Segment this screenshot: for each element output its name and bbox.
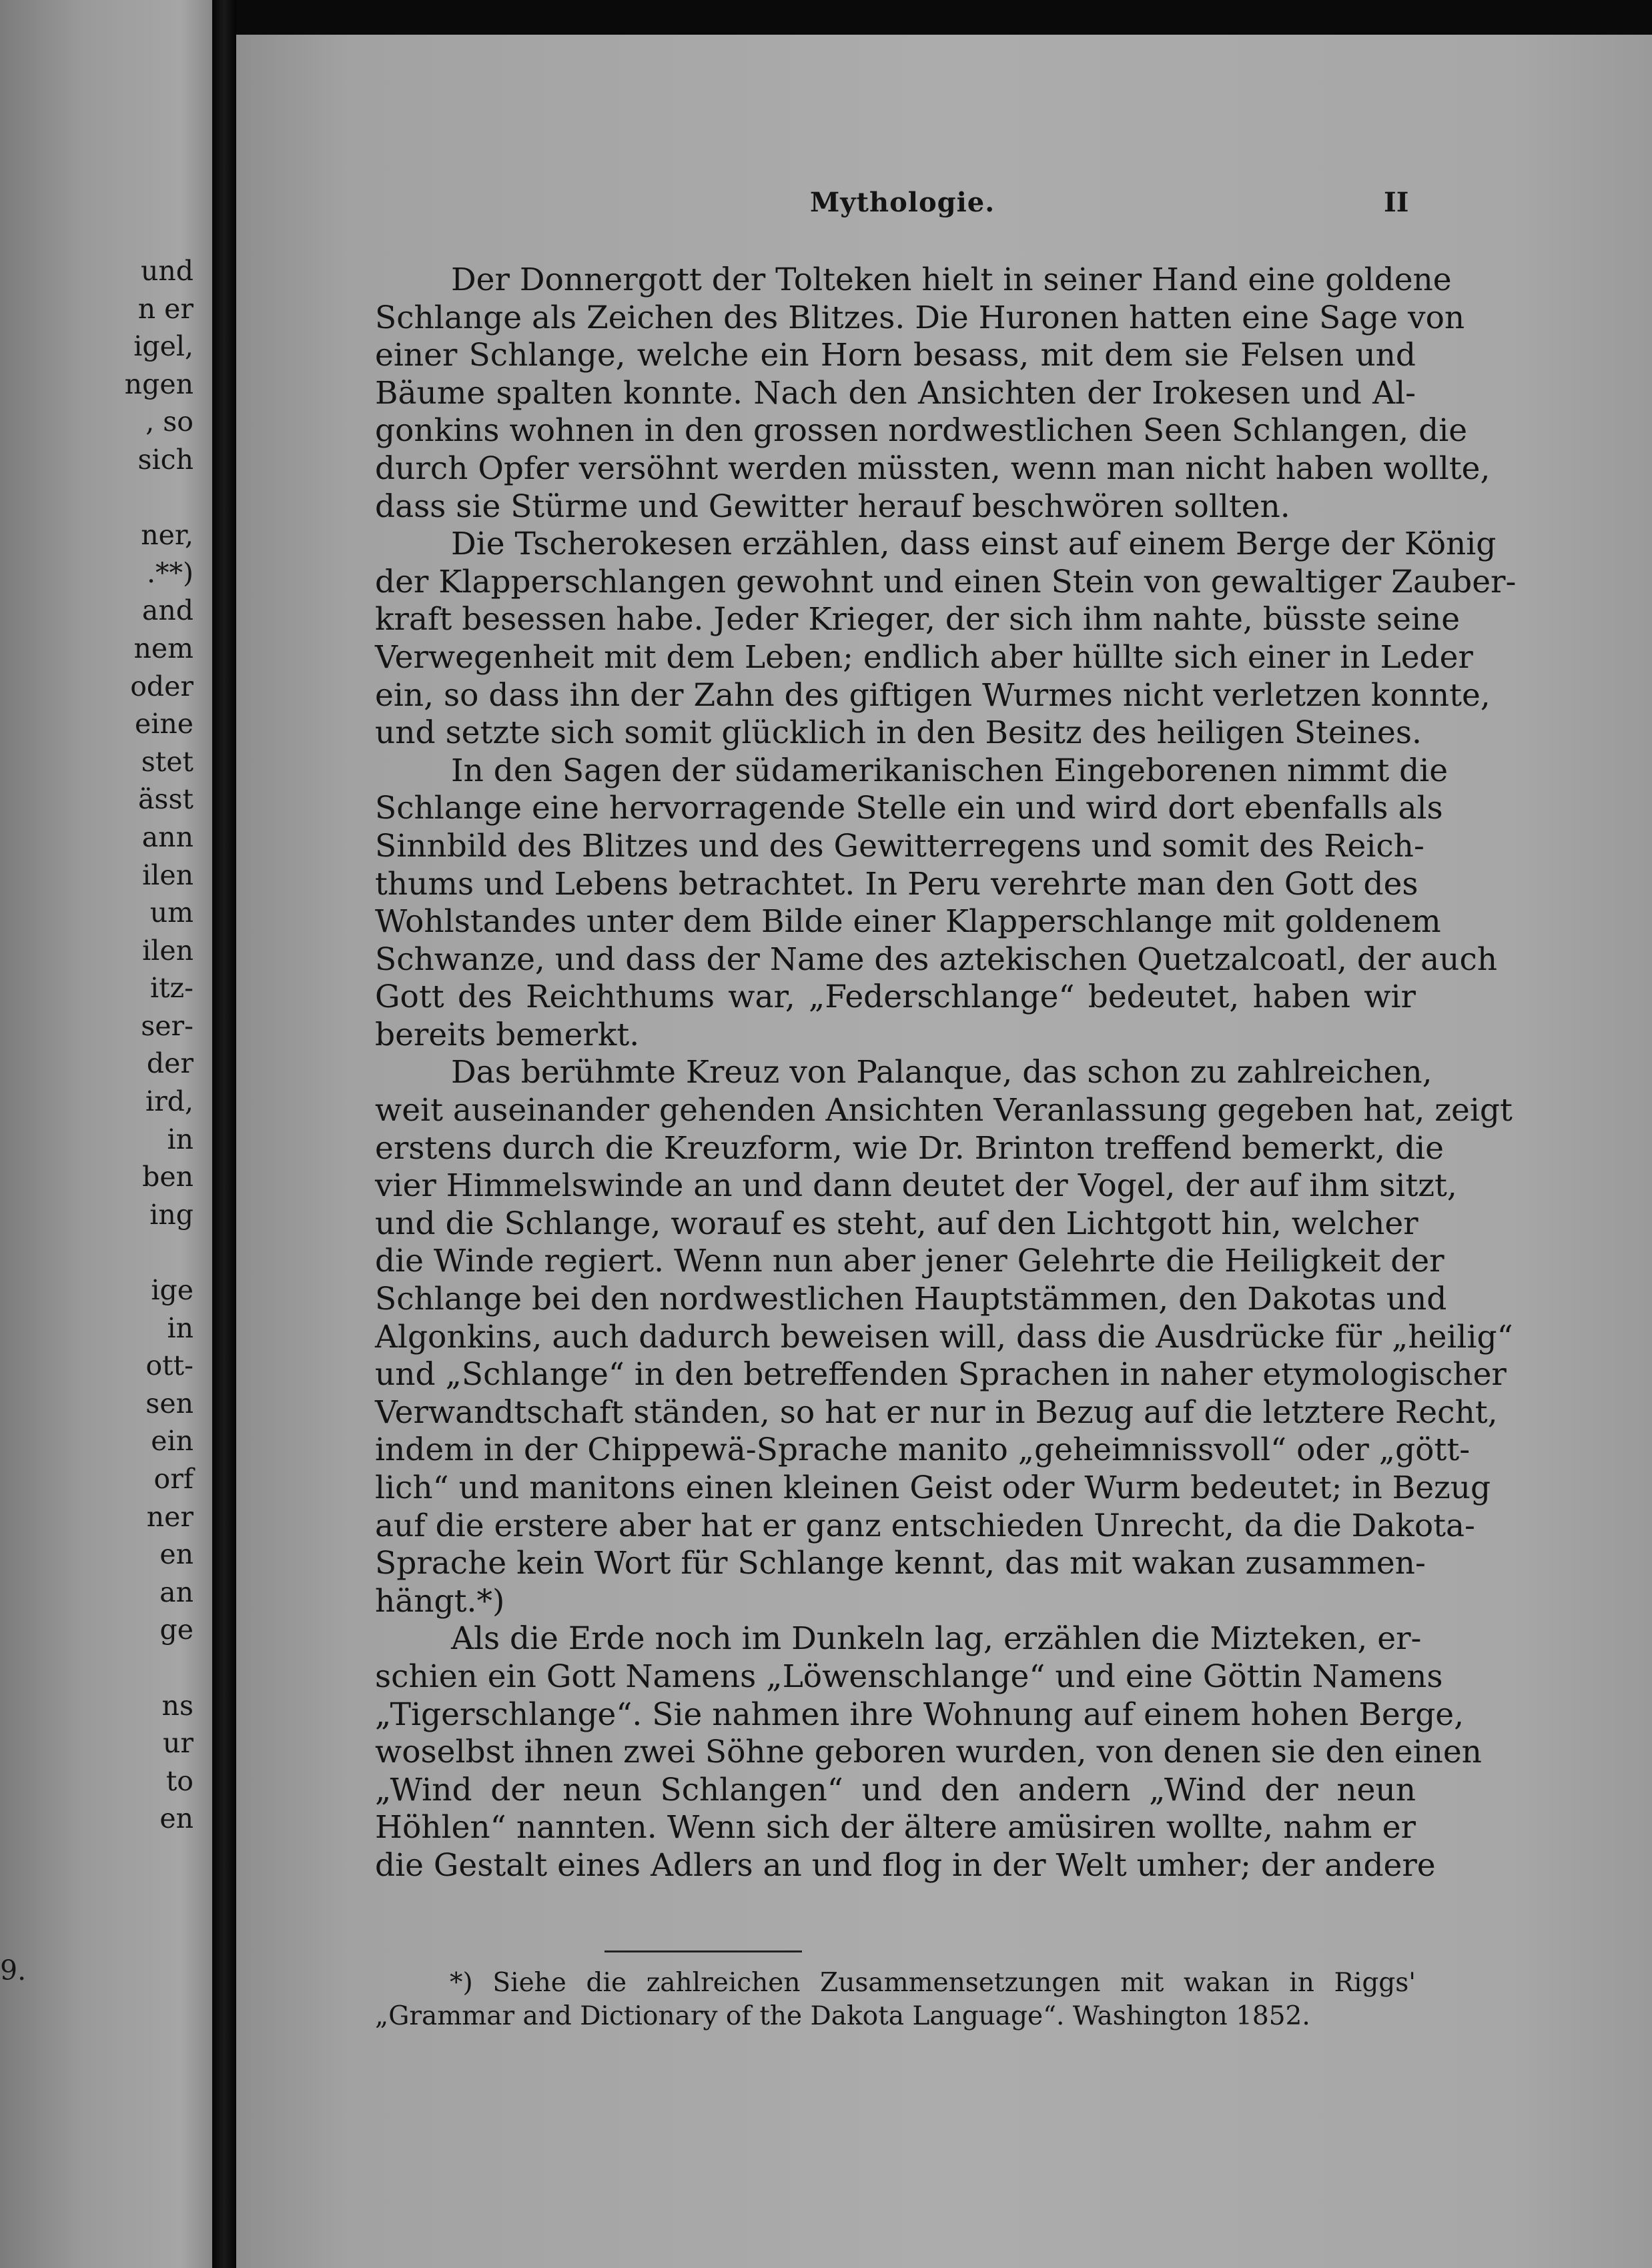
book-page — [236, 35, 1652, 2268]
text-line: Schlange eine hervorragende Stelle ein und wird dort ebenfalls als — [375, 790, 1443, 827]
text-line: vier Himmelswinde an und dann deutet der Vogel, der auf ihm sitzt, — [375, 1167, 1457, 1205]
facing-page-fragment: , so — [145, 406, 193, 438]
facing-page-fragment: ur — [162, 1727, 193, 1760]
facing-page-fragment: ben — [142, 1161, 193, 1193]
facing-page-fragment: eine — [134, 708, 193, 740]
text-line: hängt.*) — [375, 1582, 505, 1620]
text-line: „Wind der neun Schlangen“ und den andern „Wind der neun — [375, 1771, 1416, 1808]
facing-page-fragment: an — [159, 1576, 193, 1608]
footnote-line: *) Siehe die zahlreichen Zusammensetzungen mit wakan in Riggs' — [450, 1968, 1416, 1998]
facing-page-fragment: ässt — [137, 783, 193, 816]
facing-page-fragment: ein — [151, 1425, 193, 1458]
body-text — [375, 261, 1517, 1885]
text-line: auf die erstere aber hat er ganz entschieden Unrecht, da die Dakota- — [375, 1507, 1475, 1544]
text-line: Schlange als Zeichen des Blitzes. Die Huronen hatten eine Sage von — [375, 299, 1465, 336]
text-line: woselbst ihnen zwei Söhne geboren wurden, von denen sie den einen — [375, 1734, 1482, 1771]
facing-page-fragment-folio: 9. — [0, 1954, 27, 1987]
text-line: durch Opfer versöhnt werden müssten, wenn man nicht haben wollte, — [375, 450, 1491, 487]
text-line: dass sie Stürme und Gewitter herauf beschwören sollten. — [375, 488, 1290, 525]
text-line: indem in der Chippewä-Sprache manito „geheimnissvoll“ oder „gött- — [375, 1432, 1471, 1469]
facing-page-fragment: ser- — [141, 1009, 193, 1042]
facing-page-fragment: to — [165, 1764, 193, 1797]
text-line: und die Schlange, worauf es steht, auf den Lichtgott hin, welcher — [375, 1205, 1418, 1242]
text-line: die Gestalt eines Adlers an und flog in der Welt umher; der andere — [375, 1846, 1436, 1884]
footnote — [375, 1966, 1416, 2033]
text-line: erstens durch die Kreuzform, wie Dr. Brinton treffend bemerkt, die — [375, 1129, 1444, 1167]
facing-page-fragment — [0, 1649, 207, 1687]
text-line: Schlange bei den nordwestlichen Hauptstämmen, den Dakotas und — [375, 1281, 1447, 1318]
footnote-line: „Grammar and Dictionary of the Dakota Language“. Washington 1852. — [375, 2001, 1310, 2031]
text-line: weit auseinander gehenden Ansichten Veranlassung gegeben hat, zeigt — [375, 1092, 1513, 1129]
text-line: Sinnbild des Blitzes und des Gewitterregens und somit des Reich- — [375, 827, 1424, 865]
text-line: Bäume spalten konnte. Nach den Ansichten der Irokesen und Al- — [375, 374, 1416, 412]
facing-page-fragment: en — [159, 1802, 193, 1835]
facing-page-fragment: ing — [149, 1198, 193, 1231]
text-line: lich“ und manitons einen kleinen Geist oder Wurm bedeutet; in Bezug — [375, 1470, 1491, 1506]
facing-page-fragment: in — [167, 1123, 193, 1155]
facing-page-fragment: der — [146, 1047, 193, 1080]
text-line: „Tigerschlange“. Sie nahmen ihre Wohnung auf einem hohen Berge, — [375, 1696, 1465, 1733]
facing-page-fragment: and — [141, 594, 193, 627]
facing-page-fragment: ilen — [142, 934, 193, 967]
text-line: ein, so dass ihn der Zahn des giftigen Wurmes nicht verletzen konnte, — [375, 676, 1491, 714]
facing-page-fragment: ner, — [141, 519, 193, 552]
facing-page-fragment: ann — [141, 820, 193, 853]
text-line: Gott des Reichthums war, „Federschlange“ bedeutet, haben wir — [375, 979, 1416, 1016]
text-line: gonkins wohnen in den grossen nordwestlichen Seen Schlangen, die — [375, 412, 1468, 450]
facing-page-fragment: ns — [161, 1689, 193, 1722]
text-line: Das berühmte Kreuz von Palanque, das schon zu zahlreichen, — [451, 1054, 1432, 1091]
page-number: II — [1384, 187, 1409, 218]
text-line: Verwandtschaft ständen, so hat er nur in Bezug auf die letztere Recht, — [375, 1393, 1498, 1431]
text-line: In den Sagen der südamerikanischen Eingeborenen nimmt die — [451, 752, 1449, 789]
text-line: der Klapperschlangen gewohnt und einen Stein von gewaltiger Zauber- — [375, 563, 1517, 600]
text-line: schien ein Gott Namens „Löwenschlange“ und eine Göttin Namens — [375, 1658, 1443, 1695]
text-line: die Winde regiert. Wenn nun aber jener Gelehrte die Heiligkeit der — [375, 1243, 1444, 1280]
facing-page-fragment: sich — [137, 443, 193, 476]
facing-page-fragment: nem — [133, 632, 193, 664]
facing-page-fragment: ige — [151, 1274, 193, 1307]
facing-page-line-fragments — [0, 252, 207, 1838]
text-line: Algonkins, auch dadurch beweisen will, dass die Ausdrücke für „heilig“ — [375, 1318, 1513, 1355]
text-line: Verwegenheit mit dem Leben; endlich aber hüllte sich einer in Leder — [375, 638, 1473, 676]
facing-page-fragment: ott- — [145, 1349, 193, 1382]
footnote-rule — [604, 1950, 802, 1952]
facing-page-fragment: .**) — [146, 556, 193, 589]
facing-page-fragment — [0, 1233, 207, 1271]
facing-page-fragment: sen — [145, 1387, 193, 1420]
text-line: einer Schlange, welche ein Horn besass, mit dem sie Felsen und — [375, 337, 1416, 374]
running-head — [236, 187, 1652, 227]
facing-page-fragment: ilen — [142, 859, 193, 891]
facing-page-fragment: stet — [141, 745, 193, 778]
text-line: Sprache kein Wort für Schlange kennt, das mit wakan zusammen- — [375, 1545, 1426, 1582]
facing-page-fragment: orf — [153, 1463, 193, 1495]
text-line: und setzte sich somit glücklich in den Besitz des heiligen Steines. — [375, 714, 1422, 752]
facing-page-fragment: itz- — [149, 972, 193, 1005]
facing-page-edge — [0, 0, 212, 2268]
facing-page-fragment: oder — [130, 670, 193, 702]
book-gutter — [212, 0, 236, 2268]
facing-page-fragment: en — [159, 1538, 193, 1571]
running-title: Mythologie. — [810, 187, 995, 218]
facing-page-fragment: ngen — [124, 368, 193, 400]
text-line: kraft besessen habe. Jeder Krieger, der sich ihm nahte, büsste seine — [375, 601, 1461, 638]
facing-page-fragment — [0, 479, 207, 517]
facing-page-fragment: n er — [137, 292, 193, 325]
facing-page-fragment: um — [149, 897, 193, 929]
facing-page-fragment: ird, — [145, 1085, 193, 1118]
facing-page-fragment: igel, — [133, 330, 193, 363]
facing-page-fragment: in — [167, 1311, 193, 1344]
text-line: Höhlen“ nannten. Wenn sich der ältere amüsiren wollte, nahm er — [375, 1809, 1416, 1846]
facing-page-fragment: ge — [159, 1614, 193, 1646]
facing-page-fragment: ner — [146, 1500, 193, 1533]
facing-page-fragment: und — [140, 255, 193, 287]
text-line: thums und Lebens betrachtet. In Peru verehrte man den Gott des — [375, 865, 1418, 903]
text-line: Schwanze, und dass der Name des aztekischen Quetzalcoatl, der auch — [375, 941, 1498, 978]
text-line: Wohlstandes unter dem Bilde einer Klapperschlange mit goldenem — [375, 903, 1441, 941]
text-line: Als die Erde noch im Dunkeln lag, erzählen die Mizteken, er- — [451, 1620, 1422, 1658]
text-line: Die Tscherokesen erzählen, dass einst auf einem Berge der König — [451, 526, 1497, 563]
text-line: und „Schlange“ in den betreffenden Sprachen in naher etymologischer — [375, 1356, 1507, 1393]
text-line: Der Donnergott der Tolteken hielt in seiner Hand eine goldene — [451, 261, 1452, 298]
text-line: bereits bemerkt. — [375, 1016, 640, 1053]
